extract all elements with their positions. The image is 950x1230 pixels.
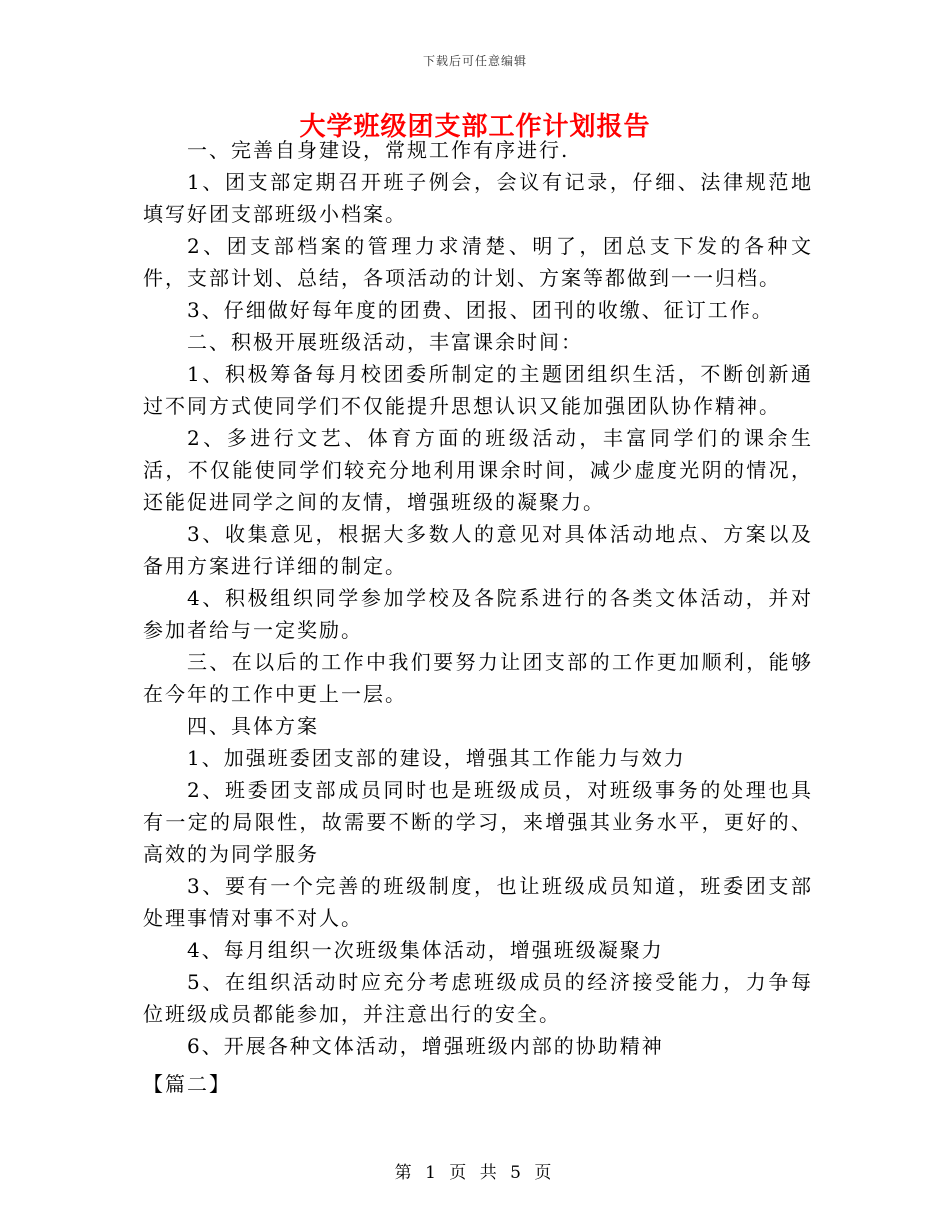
document-body <box>143 134 813 1100</box>
paragraph: 4、每月组织一次班级集体活动，增强班级凝聚力 <box>187 938 664 962</box>
paragraph: 1、积极筹备每月校团委所制定的主题团组织生活，不断创新通过不同方式使同学们不仅能提升思想认识又能加强团队协作精神。 <box>143 362 813 418</box>
paragraph: 三、在以后的工作中我们要努力让团支部的工作更加顺利，能够在今年的工作中更上一层。 <box>143 650 813 706</box>
paragraph: 3、要有一个完善的班级制度，也让班级成员知道，班委团支部处理事情对事不对人。 <box>143 874 813 930</box>
paragraph: 2、班委团支部成员同时也是班级成员，对班级事务的处理也具有一定的局限性，故需要不断的学习，来增强其业务水平，更好的、高效的为同学服务 <box>143 778 813 866</box>
paragraph: 2、团支部档案的管理力求清楚、明了，团总支下发的各种文件，支部计划、总结，各项活动的计划、方案等都做到一一归档。 <box>143 234 813 290</box>
paragraph: 1、加强班委团支部的建设，增强其工作能力与效力 <box>187 746 686 770</box>
paragraph: 四、具体方案 <box>187 714 319 738</box>
paragraph: 二、积极开展班级活动，丰富课余时间： <box>187 330 583 354</box>
page-footer: 第 1 页 共 5 页 <box>394 1163 556 1183</box>
document-title: 大学班级团支部工作计划报告 <box>299 112 651 142</box>
paragraph: 一、完善自身建设，常规工作有序进行. <box>187 138 570 162</box>
paragraph: 4、积极组织同学参加学校及各院系进行的各类文体活动，并对参加者给与一定奖励。 <box>143 586 813 642</box>
paragraph: 1、团支部定期召开班子例会，会议有记录，仔细、法律规范地填写好团支部班级小档案。 <box>143 170 813 226</box>
paragraph: 3、收集意见，根据大多数人的意见对具体活动地点、方案以及备用方案进行详细的制定。 <box>143 522 813 578</box>
header-note: 下载后可任意编辑 <box>422 54 527 68</box>
paragraph: 3、仔细做好每年度的团费、团报、团刊的收缴、征订工作。 <box>187 298 774 322</box>
paragraph: 6、开展各种文体活动，增强班级内部的协助精神 <box>187 1034 664 1058</box>
paragraph: 2、多进行文艺、体育方面的班级活动，丰富同学们的课余生活，不仅能使同学们较充分地利用课余时间，减少虚度光阴的情况，还能促进同学之间的友情，增强班级的凝聚力。 <box>143 426 813 514</box>
section-mark: 【篇二】 <box>143 1072 231 1096</box>
paragraph: 5、在组织活动时应充分考虑班级成员的经济接受能力，力争每位班级成员都能参加，并注意出行的安全。 <box>143 970 813 1026</box>
